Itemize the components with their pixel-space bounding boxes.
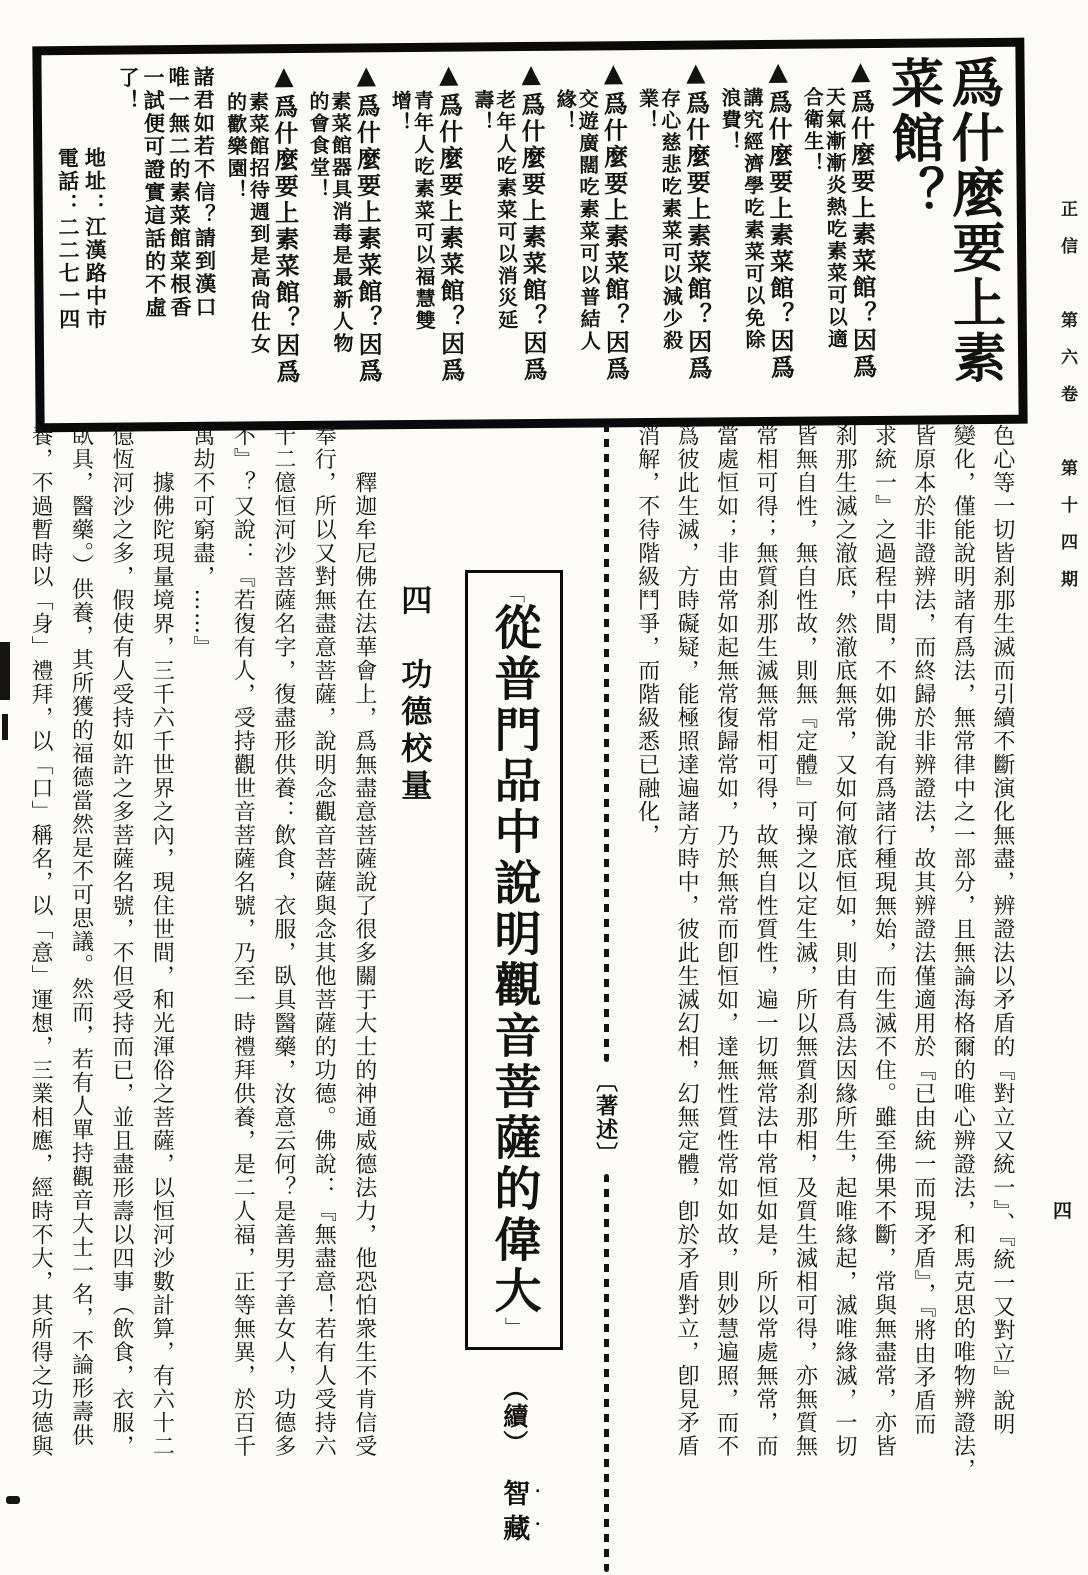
scan-artifact [2,714,8,740]
triangle-bullet-icon: ▲ [516,58,546,93]
triangle-bullet-icon: ▲ [598,58,629,92]
ad-entry [636,57,713,410]
ad-entry [554,58,631,411]
ad-entry-reason: 素菜館器具消毒是最新人物的會食堂！ [305,90,355,355]
ad-entry [719,57,796,410]
article-column: 皆無自性，無自性故，則無『定體』可操之以定生滅，所以無質刹那相，及質生滅相可得，亦無質無 [792,424,818,1458]
ad-entry-question [598,58,631,383]
ad-entry-question [763,57,796,382]
squiggle-line [604,1174,609,1572]
triangle-bullet-icon: ▲ [681,57,711,91]
section-heading: 四 功德校量 [395,584,432,806]
ad-entry-question [351,60,384,385]
article-column: 常相可得；無質刹那生滅無常相可得，故無自性質性，遍一切無常法中常恒如是，所以常處無常，而 [753,424,779,1458]
ad-question-text: 爲什麼要上素菜館？因爲 [599,91,631,383]
article-title-box [465,570,563,1350]
ad-question-text: 爲什麼要上素菜館？因爲 [351,93,384,386]
ad-question-text: 爲什麼要上素菜館？因爲 [846,88,878,381]
ad-entry [801,56,878,409]
ad-question-text: 爲什麼要上素菜館？因爲 [269,94,302,386]
masthead-issue-line: 正信 第六卷 第十四期 [1057,200,1077,607]
ad-entry-question [680,57,713,382]
article-title: 從普門品中說明觀音菩薩的偉大 [486,603,542,1317]
article-column: 變化，僅能說明諸有爲法，無常律中之一部分，且無論海格爾的唯心辨證法，和馬克思的唯物辨證法， [950,424,976,1482]
divider-column [585,424,627,1572]
ad-entry-reason: 交遊廣闊吃素菜可以普結人緣！ [553,88,602,353]
ad-closing-text: 諸君如若不信？請到漢口唯一無二的素菜館菜根香一試便可證實這話的不虛了！ [115,65,219,320]
ad-entry-question [515,59,548,384]
vegetarian-restaurant-ad [32,38,1027,433]
article-continued-marker: （續） [499,1376,529,1457]
ad-question-text: 爲什麼要上素菜館？因爲 [434,92,466,385]
ad-entry-reason: 存心慈悲吃素菜可以減少殺業！ [635,87,684,352]
squiggle-line [604,424,609,1062]
scan-artifact [0,642,10,700]
article-column: 求統一』之過程中間，不如佛說有爲諸行種現無始，而生滅不住。雖至佛果不斷，常與無盡常，亦皆 [871,424,897,1458]
ad-entry [389,60,466,413]
article-column: 據佛陀現量境界，三千六千世界之內，現住世間，和光渾俗之菩薩，以恒河沙數計算，有六十二 [149,424,175,1458]
ad-contact-block [54,147,110,373]
triangle-bullet-icon: ▲ [351,60,381,94]
ad-entry [471,59,548,412]
ad-entry-reason: 老年人吃素菜可以消災延壽！ [470,89,519,332]
triangle-bullet-icon: ▲ [434,59,464,93]
article-author [494,1479,544,1550]
triangle-bullet-icon: ▲ [269,61,299,95]
scan-artifact [6,1496,20,1504]
ad-entry [224,61,301,414]
article-column: 億恆河沙之多，假使有人受持如許之多菩薩名號，不但受持而已，並且盡形壽以四事（飲食，衣服， [108,424,134,1458]
article-column: 刹那生滅之澈底，然澈底無常，又如何澈底恒如，則由有爲法因緣所生，起唯緣起，滅唯緣滅，一切 [831,424,857,1458]
article-column: 爲彼此生滅，方時礙疑，能極照達遍諸方時中，彼此生滅幻相，幻無定體，卽於矛盾對立，卽見矛盾 [674,424,700,1458]
ad-phone-line: 電話：二二七一四 [55,146,82,332]
ad-entry-reason: 講究經濟學吃素菜可以免除浪費！ [717,86,767,352]
article-column: 臥具，醫藥。）供養，其所獲的福德當然是不可思議。然而，若有人單持觀音大士一名，不論形壽供 [68,424,94,1447]
title-quote-close: 」 [501,1317,526,1337]
article-column: 養，不過暫時以「身」禮拜，以「口」稱名，以「意」運想，三業相應，經時不大，其所得之功德與 [28,424,53,1458]
article-title-block [443,424,585,1572]
article-area [20,424,1022,1572]
ad-question-text: 爲什麼要上素菜館？因爲 [763,89,796,382]
triangle-bullet-icon: ▲ [845,55,876,90]
article-column: 奉行，所以又對無盡意菩薩，說明念觀音菩薩與念其他菩薩的功德。佛說：『無盡意！若有人受持六 [311,424,337,1458]
ad-entry-question [268,61,301,386]
ad-entry-reason: 天氣漸漸炎熱吃素菜可以適合衛生！ [800,86,849,351]
article-column: 十二億恒河沙菩薩名字，復盡形供養：飲食，衣服，臥具醫藥，汝意云何？是善男子善女人，功德多 [270,424,296,1458]
article-column: 色心等一切皆刹那生滅而引續不斷演化無盡，辨證法以矛盾的『對立又統一』、『統一又對立』說明 [989,424,1015,1436]
article-column: 當處恒如；非由常如起無常復歸常如，乃於無常而卽恒如，達無性質性常如如故，則妙慧遍照，而不 [713,424,739,1458]
ad-entry-question [433,60,466,385]
ad-title: 爲什麼要上素菜館？ [882,54,1008,386]
title-quote-open: 「 [501,583,526,603]
ad-address-line: 地址：江漢路中市 [82,146,109,331]
article-column: 釋迦牟尼佛在法華會上，爲無盡意菩薩說了很多關于大士的神通威德法力，他恐怕衆生不肯信受 [351,424,377,1458]
article-column: 皆原本於非證辨法，而終歸於非辨證法，故其辨證法僅適用於『已由統一而現矛盾』，『將由矛盾而 [910,424,936,1436]
ad-entry-reason: 青年人吃素菜可以福慧雙增！ [388,89,437,333]
page-number: 四 [1052,1200,1072,1222]
ad-entry-reason: 素菜館招待週到是高尙仕女的歡樂園！ [223,91,272,356]
section-category-label: 〔著述〕 [592,1069,619,1166]
article-column: 消解，不待階級鬥爭，而階級悉已融化， [634,424,660,847]
ad-question-text: 爲什麼要上素菜館？因爲 [681,90,714,383]
article-column: 萬劫不可窮盡，……』 [189,424,215,659]
ad-question-text: 爲什麼要上素菜館？因爲 [516,91,549,384]
author-name: 智藏 [498,1479,530,1549]
triangle-bullet-icon: ▲ [763,56,793,90]
ad-entry-question [845,56,878,381]
ad-entry [307,60,384,413]
article-column: 不』？又說：『若復有人，受持觀世音菩薩名號，乃至一時禮拜供養，是二人福，正等無異，於百千 [230,424,256,1458]
author-emphasis-dots: ・・ [528,1484,544,1550]
